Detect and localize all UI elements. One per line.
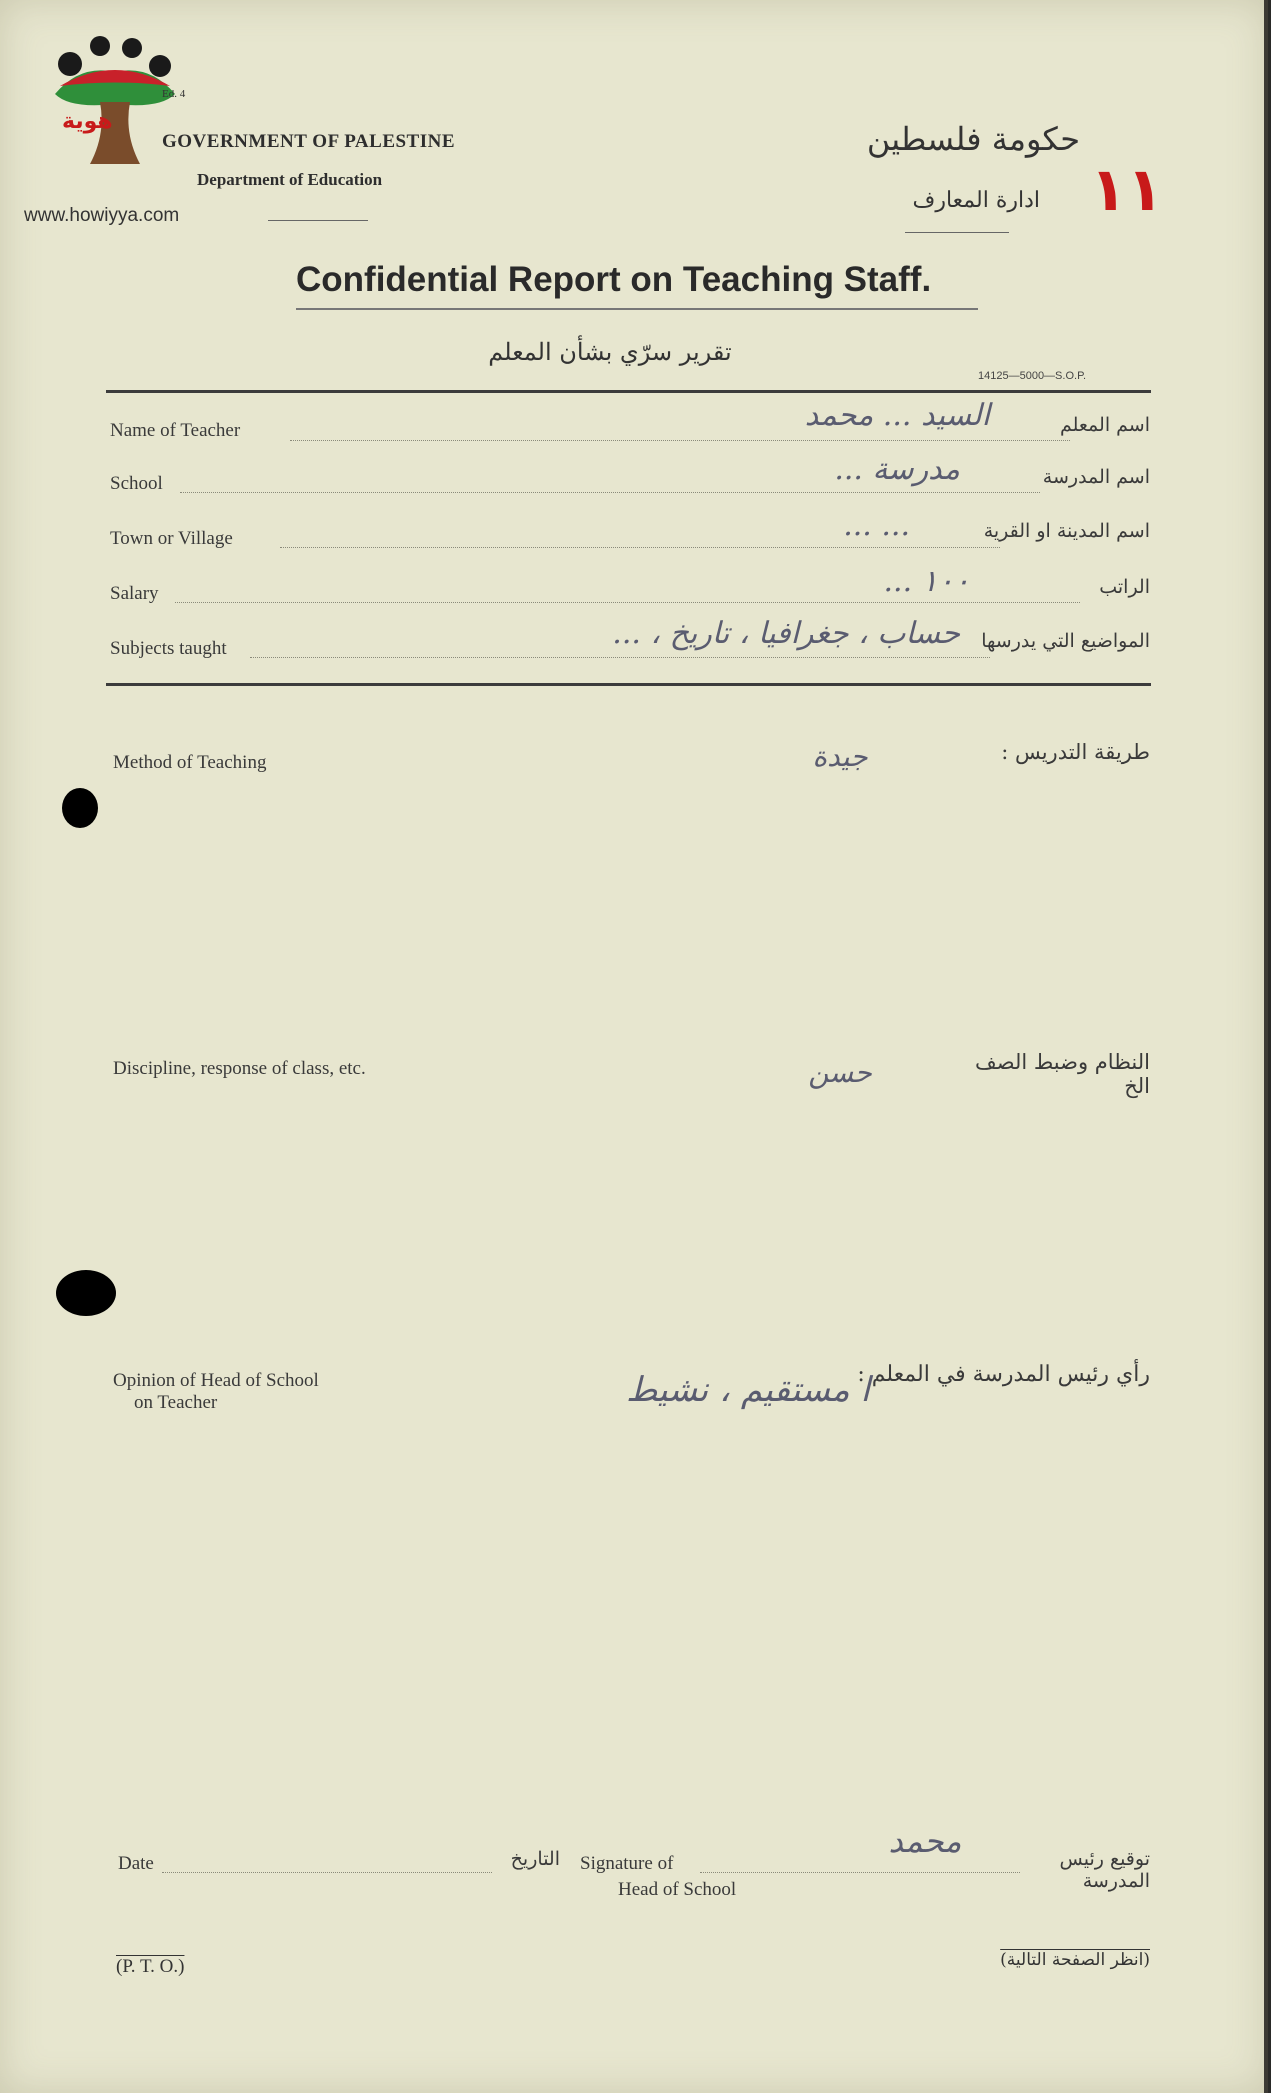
page-number-mark: ١١ <box>1090 155 1164 225</box>
field-label-ar: المواضيع التي يدرسها <box>981 630 1150 652</box>
method-label-ar: طريقة التدريس : <box>1001 740 1150 764</box>
signature-label-en-line2: Head of School <box>618 1879 737 1900</box>
method-label-en: Method of Teaching <box>113 752 267 773</box>
pto-en: (P. T. O.) <box>116 1956 185 1977</box>
discipline-label-en: Discipline, response of class, etc. <box>113 1058 366 1079</box>
field-value: حساب ، جغرافيا ، تاريخ ، ... <box>612 616 960 651</box>
field-label-ar: اسم المدرسة <box>1042 466 1150 488</box>
department-title-ar: ادارة المعارف <box>912 188 1040 213</box>
field-label-ar: الراتب <box>1099 576 1150 598</box>
signature-value: محمد <box>888 1822 962 1860</box>
punch-hole <box>56 1270 116 1316</box>
field-label-ar: اسم المدينة او القرية <box>983 520 1150 542</box>
watermark-url[interactable]: www.howiyya.com <box>24 205 180 226</box>
pto-ar: (انظر الصفحة التالية) <box>1000 1950 1150 1970</box>
field-label-en: Salary <box>110 583 159 604</box>
field-label-en: School <box>110 473 163 494</box>
discipline-label-ar: النظام وضبط الصف الخ <box>975 1050 1150 1098</box>
method-value: جيدة <box>812 740 868 773</box>
field-line <box>280 547 1000 548</box>
discipline-value: حسن <box>808 1056 872 1089</box>
report-title-en: Confidential Report on Teaching Staff. <box>296 260 932 299</box>
header-underline-left <box>268 220 368 221</box>
report-title-ar: تقرير سرّي بشأن المعلم <box>488 338 732 366</box>
punch-hole <box>62 788 98 828</box>
government-title-en: GOVERNMENT OF PALESTINE <box>162 131 456 152</box>
field-line <box>250 657 990 658</box>
opinion-value: ا مستقيم ، نشيط <box>625 1370 870 1410</box>
signature-label-ar: توقيع رئيس المدرسة <box>1059 1848 1150 1892</box>
signature-line <box>700 1872 1020 1873</box>
opinion-label-ar: رأي رئيس المدرسة في المعلم : <box>857 1362 1150 1387</box>
field-value: ... ... <box>843 508 910 543</box>
form-code: Ed. 4 <box>162 88 186 100</box>
field-line <box>175 602 1080 603</box>
field-value: ١٠٠ ... <box>883 564 970 599</box>
header-underline-right <box>905 232 1009 233</box>
field-value: مدرسة ... <box>834 452 960 487</box>
opinion-label-en-line2: on Teacher <box>134 1392 218 1413</box>
field-label-en: Subjects taught <box>110 638 227 659</box>
page-edge <box>1264 0 1268 2093</box>
fields-bottom-rule <box>106 683 1151 686</box>
logo-wordmark: هوية <box>62 109 113 134</box>
date-label-ar: التاريخ <box>510 1848 560 1870</box>
opinion-label-en-line1: Opinion of Head of School <box>113 1370 319 1391</box>
government-title-ar: حكومة فلسطين <box>866 120 1080 158</box>
field-label-en: Town or Village <box>110 528 233 549</box>
signature-label-en-line1: Signature of <box>580 1853 674 1874</box>
date-line <box>162 1872 492 1873</box>
field-line <box>180 492 1040 493</box>
field-label-ar: اسم المعلم <box>1059 414 1150 436</box>
field-line <box>290 440 1070 441</box>
department-title-en: Department of Education <box>197 170 383 189</box>
date-label-en: Date <box>118 1853 154 1874</box>
top-rule <box>106 390 1151 393</box>
print-code: 14125—5000—S.O.P. <box>978 370 1087 382</box>
title-underline <box>296 308 978 310</box>
field-value: السيد ... محمد <box>804 398 990 433</box>
field-label-en: Name of Teacher <box>110 420 241 441</box>
